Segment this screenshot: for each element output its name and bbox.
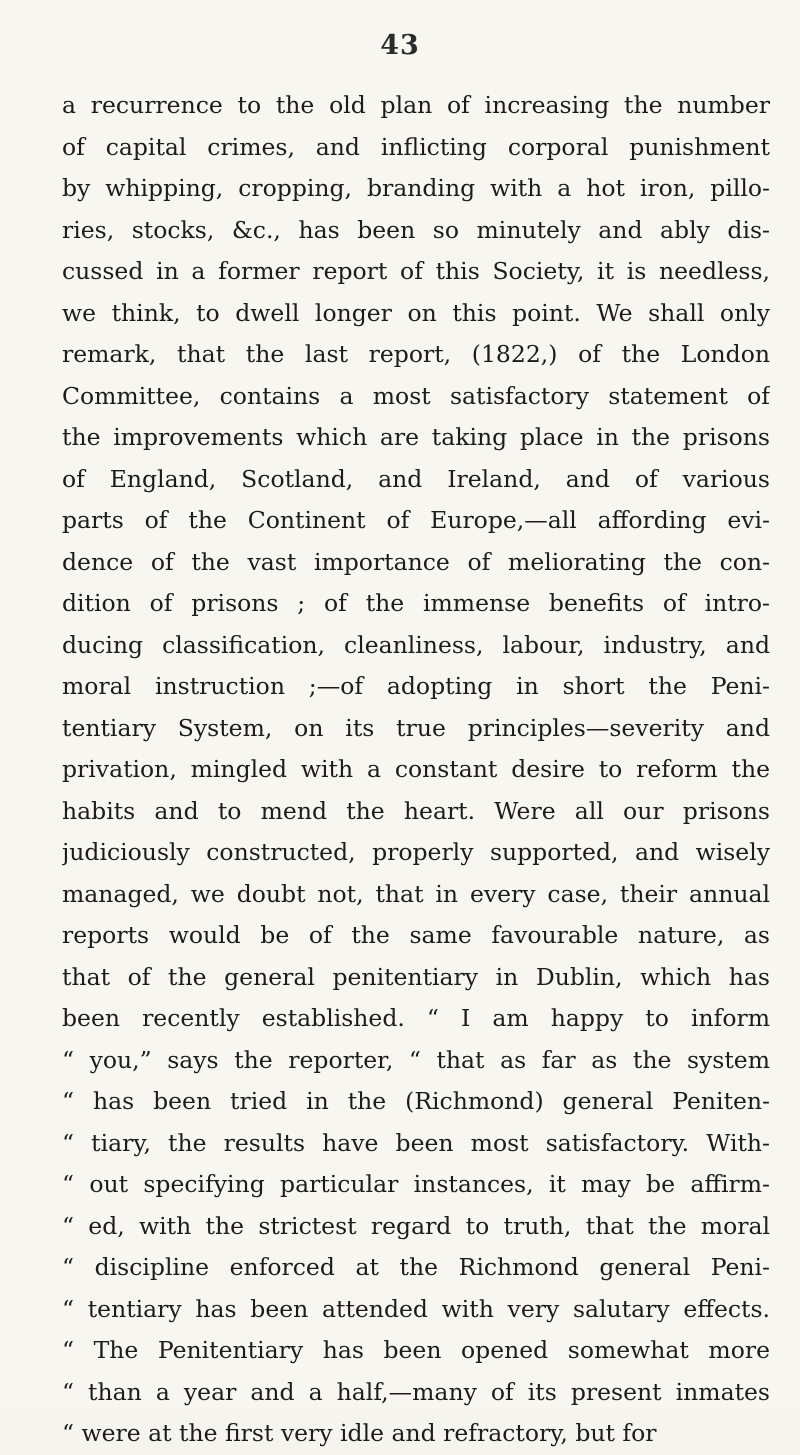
text-line: “ The Penitentiary has been opened somewhat more (62, 1336, 770, 1364)
text-line: judiciously constructed, properly supported, and wisely (62, 838, 770, 866)
text-line: parts of the Continent of Europe,—all affording evi- (62, 506, 770, 534)
text-line: managed, we doubt not, that in every case, their annual (62, 879, 770, 908)
text-line: dition of prisons ; of the immense benefits of intro- (62, 589, 770, 617)
text-line: of England, Scotland, and Ireland, and of various (62, 464, 770, 493)
text-line: remark, that the last report, (1822,) of the London (62, 340, 770, 368)
text-line: dence of the vast importance of meliorating the con- (62, 547, 770, 576)
text-line: “ you,” says the reporter, “ that as far as the system (62, 1045, 770, 1074)
text-line: moral instruction ;—of adopting in short the Peni- (62, 672, 770, 700)
text-line: that of the general penitentiary in Dublin, which has (62, 962, 770, 991)
text-line: reports would be of the same favourable nature, as (62, 921, 770, 949)
text-line: “ than a year and a half,—many of its present inmates (62, 1377, 770, 1406)
text-line: ries, stocks, &c., has been so minutely and ably dis- (62, 215, 770, 244)
text-line: been recently established. “ I am happy to inform (62, 1004, 770, 1032)
text-line: “ ed, with the strictest regard to truth, that the moral (62, 1211, 770, 1240)
text-line: “ discipline enforced at the Richmond general Peni- (62, 1253, 770, 1281)
text-line: privation, mingled with a constant desire to reform the (62, 755, 770, 783)
text-line: “ were at the first very idle and refractory, but for (62, 1419, 657, 1447)
text-line: cussed in a former report of this Society, it is needless, (62, 257, 770, 285)
text-line: Committee, contains a most satisfactory statement of (62, 381, 770, 410)
text-line: “ has been tried in the (Richmond) general Peniten- (62, 1087, 770, 1115)
text-line: “ tentiary has been attended with very salutary effects. (62, 1294, 770, 1323)
text-line: “ tiary, the results have been most satisfactory. With- (62, 1128, 770, 1157)
text-line: we think, to dwell longer on this point. We shall only (62, 298, 770, 327)
text-line: by whipping, cropping, branding with a hot iron, pillo- (62, 174, 770, 202)
text-line: the improvements which are taking place in the prisons (62, 423, 770, 451)
text-line: of capital crimes, and inflicting corporal punishment (62, 132, 770, 161)
body-text (62, 85, 770, 1455)
text-line: ducing classification, cleanliness, labour, industry, and (62, 630, 770, 659)
text-line: “ out specifying particular instances, it may be affirm- (62, 1170, 770, 1198)
text-line: tentiary System, on its true principles—severity and (62, 713, 770, 742)
text-line: habits and to mend the heart. Were all our prisons (62, 796, 770, 825)
page-number: 43 (380, 30, 420, 61)
text-line: a recurrence to the old plan of increasing the number (62, 91, 770, 119)
